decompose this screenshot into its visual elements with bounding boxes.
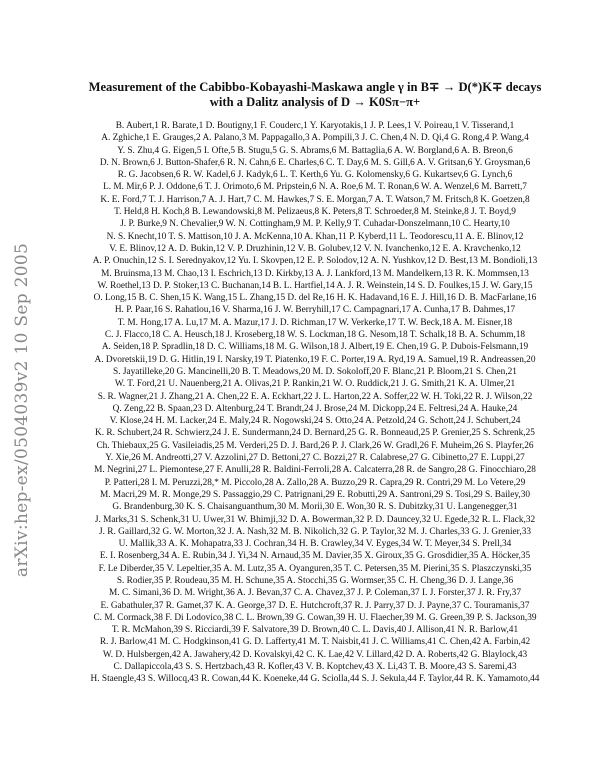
author-line: Q. Zeng,22 B. Spaan,23 D. Altenburg,24 T. Brandt,24 J. Brose,24 M. Dickopp,24 E. Feltresi,24 A. Hauke,24 bbox=[112, 403, 518, 414]
arxiv-stamp-text: arXiv:hep-ex/0504039v2 10 Sep 2005 bbox=[12, 242, 33, 578]
author-line: H. Staengle,43 S. Willocq,43 R. Cowan,44 K. Koeneke,44 G. Sciolla,44 S. J. Sekula,44 F. Taylor,44 R. K. Yamamoto,44 bbox=[90, 674, 540, 685]
author-line: L. M. Mir,6 P. J. Oddone,6 T. J. Orimoto,6 M. Pripstein,6 N. A. Roe,6 M. T. Ronan,6 W. A. Wenzel,6 M. Barrett,7 bbox=[103, 182, 527, 193]
author-line: C. J. Flacco,18 C. A. Heusch,18 J. Kroseberg,18 W. S. Lockman,18 G. Nesom,18 T. Schalk,18 B. A. Schumm,18 bbox=[104, 330, 526, 341]
author-line: T. Held,8 H. Koch,8 B. Lewandowski,8 M. Pelizaeus,8 K. Peters,8 T. Schroeder,8 M. Steinke,8 J. T. Boyd,9 bbox=[114, 207, 516, 218]
author-line: V. E. Blinov,12 A. D. Bukin,12 V. P. Druzhinin,12 V. B. Golubev,12 V. N. Ivanchenko,12 E. A. Kravchenko,12 bbox=[109, 243, 521, 254]
author-line: V. Klose,24 H. M. Lacker,24 E. Maly,24 R. Nogowski,24 S. Otto,24 A. Petzold,24 G. Schott,24 J. Schubert,24 bbox=[109, 416, 521, 427]
author-line: J. R. Gaillard,32 G. W. Morton,32 J. A. Nash,32 M. B. Nikolich,32 G. P. Taylor,32 M. J. Charles,33 G. J. Grenier,33 bbox=[98, 526, 531, 537]
author-line: C. Dallapiccola,43 S. S. Hertzbach,43 R. Kofler,43 V. B. Koptchev,43 X. Li,43 T. B. Moore,43 S. Saremi,43 bbox=[113, 662, 517, 673]
author-line: F. Le Diberder,35 V. Lepeltier,35 A. M. Lutz,35 A. Oyanguren,35 T. C. Petersen,35 M. Pierini,35 S. Plaszczynski,35 bbox=[98, 563, 532, 574]
author-line: J. P. Burke,9 N. Chevalier,9 W. N. Cottingham,9 M. P. Kelly,9 T. Cuhadar-Donszelmann,10 C. Hearty,10 bbox=[120, 219, 510, 230]
author-line: B. Aubert,1 R. Barate,1 D. Boutigny,1 F. Couderc,1 Y. Karyotakis,1 J. P. Lees,1 V. Poireau,1 V. Tisserand,1 bbox=[115, 121, 515, 131]
author-list bbox=[60, 120, 570, 686]
author-line: A. Seiden,18 P. Spradlin,18 D. C. Williams,18 M. G. Wilson,18 J. Albert,19 E. Chen,19 G. P. Dubois-Felsmann,19 bbox=[101, 342, 529, 353]
author-line: C. M. Cormack,38 F. Di Lodovico,38 C. L. Brown,39 G. Cowan,39 H. U. Flaecher,39 M. G. Green,39 P. S. Jackson,39 bbox=[93, 612, 537, 623]
author-line: S. Jayatilleke,20 G. Mancinelli,20 B. T. Meadows,20 M. D. Sokoloff,20 F. Blanc,21 P. Bloom,21 S. Chen,21 bbox=[113, 366, 517, 377]
author-line: Y. S. Zhu,4 G. Eigen,5 I. Ofte,5 B. Stugu,5 G. S. Abrams,6 M. Battaglia,6 A. W. Borgland,6 A. B. Breon,6 bbox=[117, 145, 513, 156]
author-line: P. Patteri,28 I. M. Peruzzi,28,* M. Piccolo,28 A. Zallo,28 A. Buzzo,29 R. Capra,29 R. Contri,29 M. Lo Vetere,29 bbox=[104, 477, 526, 488]
author-line: A. P. Onuchin,12 S. I. Serednyakov,12 Yu. I. Skovpen,12 E. P. Solodov,12 A. N. Yushkov,12 D. Best,13 M. Bondioli,13 bbox=[92, 256, 538, 267]
paper-title bbox=[50, 80, 580, 110]
author-line: R. G. Jacobsen,6 R. W. Kadel,6 J. Kadyk,6 L. T. Kerth,6 Yu. G. Kolomensky,6 G. Kukartsev,6 G. Lynch,6 bbox=[117, 170, 513, 181]
author-line: M. C. Simani,36 D. M. Wright,36 A. J. Bevan,37 C. A. Chavez,37 J. P. Coleman,37 I. J. Forster,37 J. R. Fry,37 bbox=[109, 588, 521, 599]
author-line: O. Long,15 B. C. Shen,15 K. Wang,15 L. Zhang,15 D. del Re,16 H. K. Hadavand,16 E. J. Hill,16 D. B. MacFarlane,16 bbox=[93, 293, 537, 304]
author-line: H. P. Paar,16 S. Rahatlou,16 V. Sharma,16 J. W. Berryhill,17 C. Campagnari,17 A. Cunha,17 B. Dahmes,17 bbox=[114, 305, 516, 316]
author-line: Y. Xie,26 M. Andreotti,27 V. Azzolini,27 D. Bettoni,27 C. Bozzi,27 R. Calabrese,27 G. Cibinetto,27 E. Luppi,27 bbox=[105, 453, 525, 464]
author-line: K. R. Schubert,24 R. Schwierz,24 J. E. Sundermann,24 D. Bernard,25 G. R. Bonneaud,25 P. Grenier,25 S. Schrenk,25 bbox=[95, 428, 535, 439]
author-line: T. R. McMahon,39 S. Ricciardi,39 F. Salvatore,39 D. Brown,40 C. L. Davis,40 J. Allison,41 N. R. Barlow,41 bbox=[111, 625, 519, 636]
author-line: S. R. Wagner,21 J. Zhang,21 A. Chen,22 E. A. Eckhart,22 J. L. Harton,22 A. Soffer,22 W. H. Toki,22 R. J. Wilson,22 bbox=[97, 391, 533, 402]
author-line: D. N. Brown,6 J. Button-Shafer,6 R. N. Cahn,6 E. Charles,6 C. T. Day,6 M. S. Gill,6 A. V. Gritsan,6 Y. Groysman,6 bbox=[99, 157, 531, 168]
author-line: M. Macri,29 M. R. Monge,29 S. Passaggio,29 C. Patrignani,29 E. Robutti,29 A. Santroni,29 S. Tosi,29 S. Bailey,30 bbox=[99, 489, 531, 500]
author-line: E. Gabathuler,37 R. Gamet,37 K. A. George,37 D. E. Hutchcroft,37 R. J. Parry,37 D. J. Payne,37 C. Touramanis,37 bbox=[100, 600, 530, 611]
author-line: A. Dvoretskii,19 D. G. Hitlin,19 I. Narsky,19 T. Piatenko,19 F. C. Porter,19 A. Ryd,19 A. Samuel,19 R. Andreassen,20 bbox=[94, 354, 536, 365]
title-line-2: with a Dalitz analysis of D → K0Sπ−π+ bbox=[209, 95, 421, 109]
author-line: W. T. Ford,21 U. Nauenberg,21 A. Olivas,21 P. Rankin,21 W. O. Ruddick,21 J. G. Smith,21 K. A. Ulmer,21 bbox=[114, 379, 516, 390]
author-line: R. J. Barlow,41 M. C. Hodgkinson,41 G. D. Lafferty,41 M. T. Naisbit,41 J. C. Williams,41 C. Chen,42 A. Farbin,42 bbox=[99, 637, 531, 648]
author-line: K. E. Ford,7 T. J. Harrison,7 A. J. Hart,7 C. M. Hawkes,7 S. E. Morgan,7 A. T. Watson,7 M. Fritsch,8 K. Goetzen,8 bbox=[100, 194, 530, 205]
arxiv-stamp bbox=[10, 210, 34, 610]
author-line: M. Bruinsma,13 M. Chao,13 I. Eschrich,13 D. Kirkby,13 A. J. Lankford,13 M. Mandelkern,13 R. K. Mommsen,13 bbox=[101, 268, 529, 279]
author-line: W. D. Hulsbergen,42 A. Jawahery,42 D. Kovalskyi,42 C. K. Lae,42 V. Lillard,42 D. A. Roberts,42 G. Blaylock,43 bbox=[102, 649, 528, 660]
author-line: Ch. Thiebaux,25 G. Vasileiadis,25 M. Verderi,25 D. J. Bard,26 P. J. Clark,26 W. Gradl,26 F. Muheim,26 S. Playfer,26 bbox=[96, 440, 534, 451]
author-line: J. Marks,31 S. Schenk,31 U. Uwer,31 W. Bhimji,32 D. A. Bowerman,32 P. D. Dauncey,32 U. Egede,32 R. L. Flack,32 bbox=[94, 514, 536, 525]
author-line: T. M. Hong,17 A. Lu,17 M. A. Mazur,17 J. D. Richman,17 W. Verkerke,17 T. W. Beck,18 A. M. Eisner,18 bbox=[117, 317, 513, 328]
author-line: G. Brandenburg,30 K. S. Chaisanguanthum,30 M. Morii,30 E. Won,30 R. S. Dubitzky,31 U. Langenegger,31 bbox=[112, 502, 518, 513]
author-line: A. Zghiche,1 E. Grauges,2 A. Palano,3 M. Pappagallo,3 A. Pompili,3 J. C. Chen,4 N. D. Qi,4 G. Rong,4 P. Wang,4 bbox=[101, 133, 529, 144]
author-line: W. Roethel,13 D. P. Stoker,13 C. Buchanan,14 B. L. Hartfiel,14 A. J. R. Weinstein,14 S. D. Foulkes,15 J. W. Gary,15 bbox=[97, 280, 533, 291]
author-line: M. Negrini,27 L. Piemontese,27 F. Anulli,28 R. Baldini-Ferroli,28 A. Calcaterra,28 R. de Sangro,28 G. Finocchiaro,28 bbox=[94, 465, 536, 476]
author-line: N. S. Knecht,10 T. S. Mattison,10 J. A. McKenna,10 A. Khan,11 P. Kyberd,11 L. Teodorescu,11 A. E. Blinov,12 bbox=[106, 231, 524, 242]
author-line: U. Mallik,33 A. K. Mohapatra,33 J. Cochran,34 H. B. Crawley,34 V. Eyges,34 W. T. Meyer,34 S. Prell,34 bbox=[118, 539, 512, 550]
author-line: S. Rodier,35 P. Roudeau,35 M. H. Schune,35 A. Stocchi,35 G. Wormser,35 C. H. Cheng,36 D. J. Lange,36 bbox=[116, 575, 514, 586]
title-line-1: Measurement of the Cabibbo-Kobayashi-Maskawa angle γ in B∓ → D(*)K∓ decays bbox=[88, 80, 542, 94]
author-line: E. I. Rosenberg,34 A. E. Rubin,34 J. Yi,34 N. Arnaud,35 M. Davier,35 X. Giroux,35 G. Grosdidier,35 A. Höcker,35 bbox=[99, 551, 531, 562]
